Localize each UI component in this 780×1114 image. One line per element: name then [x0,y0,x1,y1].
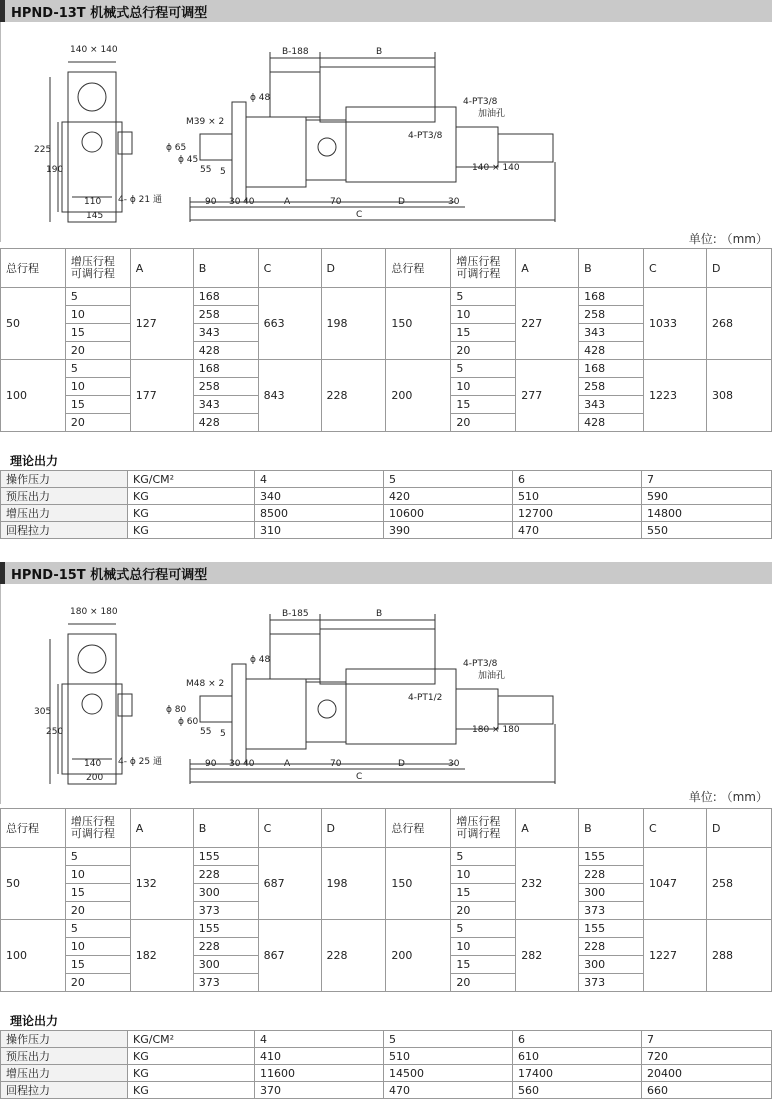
section-hpnd-15t [0,562,780,1114]
force-value: 660 [642,1082,772,1099]
cell-d: 288 [706,920,771,992]
force-unit: KG [128,1065,255,1082]
axis-40: 40 [243,759,255,769]
label-thread: M39 × 2 [186,117,225,127]
label-oil-hole: 加油孔 [478,671,506,681]
axis-a: A [284,197,291,207]
axis-30a: 30 [229,759,241,769]
axis-30b: 30 [448,759,460,769]
cell-c: 687 [258,848,321,920]
cell-boost: 15 [451,396,516,414]
label-pt-mid: 4-PT1/2 [408,693,443,703]
header-stroke-r: 总行程 [386,249,451,288]
table-row [1,288,772,306]
cell-b: 343 [579,396,644,414]
header-d: D [321,809,386,848]
technical-drawing [0,584,780,804]
header-stroke-r: 总行程 [386,809,451,848]
cell-d: 268 [706,288,771,360]
header-a-r: A [516,809,579,848]
label-phi80: ϕ 80 [166,705,187,715]
force-value: 5 [384,1031,513,1048]
label-dim-225: 225 [34,145,52,155]
force-value: 420 [384,488,513,505]
force-value: 560 [513,1082,642,1099]
cell-d: 198 [321,288,386,360]
header-stroke: 总行程 [1,249,66,288]
force-label: 操作压力 [1,471,128,488]
force-value: 4 [255,471,384,488]
cell-boost: 10 [451,306,516,324]
table-row [1,1031,772,1048]
cell-boost: 20 [65,414,130,432]
header-b: B [193,809,258,848]
label-b-minus: B-188 [282,47,309,57]
header-b: B [193,249,258,288]
label-hole: 4- ϕ 25 通 [118,757,162,767]
cell-boost: 15 [65,396,130,414]
header-boost [65,249,130,288]
header-stroke: 总行程 [1,809,66,848]
force-value: 14500 [384,1065,513,1082]
header-d-r: D [706,249,771,288]
header-boost-r-2: 可调行程 [456,827,501,840]
force-value: 14800 [642,505,772,522]
table-header-row [1,249,772,288]
axis-a: A [284,759,291,769]
axis-40: 40 [243,197,255,207]
force-value: 17400 [513,1065,642,1082]
label-square-side: 180 × 180 [472,725,520,735]
cell-b: 428 [579,414,644,432]
unit-label: 单位: （mm） [688,790,768,804]
cell-boost: 15 [451,884,516,902]
cell-b: 343 [579,324,644,342]
table-row [1,505,772,522]
label-phi45: ϕ 45 [178,155,199,165]
cell-b: 258 [579,378,644,396]
cell-c: 867 [258,920,321,992]
cell-c: 843 [258,360,321,432]
cell-c: 1223 [644,360,707,432]
force-unit: KG [128,1082,255,1099]
force-value: 6 [513,471,642,488]
label-dim-190: 190 [46,165,64,175]
section-title: HPND-15T 机械式总行程可调型 [11,568,208,583]
cell-boost: 5 [451,360,516,378]
cell-boost: 5 [451,920,516,938]
axis-30a: 30 [229,197,241,207]
technical-drawing [0,22,780,242]
force-value: 590 [642,488,772,505]
header-boost-r-1: 增压行程 [456,255,501,268]
unit-label: 单位: （mm） [688,232,768,246]
label-b-minus: B-185 [282,609,309,619]
force-value: 720 [642,1048,772,1065]
cell-b: 373 [579,974,644,992]
cell-boost: 20 [65,974,130,992]
force-title: 理论出力 [10,1014,59,1028]
section-title-bar [0,562,772,584]
force-value: 5 [384,471,513,488]
cell-stroke: 200 [386,920,451,992]
cell-boost: 10 [65,938,130,956]
cell-b: 428 [193,414,258,432]
header-b-r: B [579,249,644,288]
force-label: 增压出力 [1,505,128,522]
cell-stroke: 50 [1,848,66,920]
label-phi48: ϕ 48 [250,655,271,665]
cell-boost: 20 [65,342,130,360]
force-unit: KG [128,522,255,539]
cell-b: 300 [579,884,644,902]
cell-boost: 20 [65,902,130,920]
dimension-table [0,808,772,992]
section-title-bar [0,0,772,22]
cell-b: 168 [193,288,258,306]
cell-b: 228 [579,866,644,884]
force-value: 8500 [255,505,384,522]
axis-90: 90 [205,197,217,207]
label-thread: M48 × 2 [186,679,225,689]
label-phi48: ϕ 48 [250,93,271,103]
cell-b: 258 [193,378,258,396]
axis-70: 70 [330,759,342,769]
force-value: 610 [513,1048,642,1065]
label-dim-250: 250 [46,727,64,737]
cell-d: 228 [321,920,386,992]
cell-b: 258 [193,306,258,324]
cell-b: 168 [579,288,644,306]
header-c: C [258,809,321,848]
label-b: B [376,609,383,619]
cell-boost: 5 [65,920,130,938]
table-row [1,848,772,866]
axis-c: C [356,210,363,220]
cell-b: 343 [193,396,258,414]
header-boost-2: 可调行程 [70,827,115,840]
force-label: 回程拉力 [1,1082,128,1099]
cell-boost: 20 [451,902,516,920]
force-title: 理论出力 [10,454,59,468]
force-value: 7 [642,1031,772,1048]
label-5: 5 [220,729,226,739]
cell-a: 132 [130,848,193,920]
cell-boost: 15 [65,884,130,902]
label-square-side: 140 × 140 [472,163,520,173]
label-55: 55 [200,727,212,737]
label-dim-200: 200 [86,773,104,783]
table-row [1,471,772,488]
label-b: B [376,47,383,57]
cell-a: 182 [130,920,193,992]
force-value: 340 [255,488,384,505]
force-value: 12700 [513,505,642,522]
header-boost-r [451,249,516,288]
cell-d: 308 [706,360,771,432]
table-row [1,360,772,378]
force-value: 20400 [642,1065,772,1082]
label-square: 180 × 180 [70,607,118,617]
force-label: 预压出力 [1,1048,128,1065]
cell-b: 258 [579,306,644,324]
force-unit: KG [128,1048,255,1065]
force-value: 390 [384,522,513,539]
cell-boost: 10 [65,378,130,396]
cell-b: 228 [193,938,258,956]
label-dim-110: 110 [84,197,102,207]
header-boost-1: 增压行程 [70,815,115,828]
force-unit: KG/CM² [128,471,255,488]
cell-d: 228 [321,360,386,432]
cell-b: 155 [579,848,644,866]
header-boost [65,809,130,848]
force-unit: KG [128,488,255,505]
force-value: 310 [255,522,384,539]
axis-c: C [356,772,363,782]
table-row [1,1048,772,1065]
label-square: 140 × 140 [70,45,118,55]
label-pt-top: 4-PT3/8 [463,659,498,669]
cell-b: 428 [579,342,644,360]
axis-d: D [398,759,405,769]
cell-c: 1047 [644,848,707,920]
cell-b: 300 [193,956,258,974]
cell-boost: 5 [65,848,130,866]
cell-b: 373 [193,974,258,992]
cell-boost: 10 [65,866,130,884]
cell-b: 228 [193,866,258,884]
cell-b: 373 [579,902,644,920]
header-c-r: C [644,249,707,288]
force-value: 10600 [384,505,513,522]
force-table [0,1030,772,1099]
force-unit: KG [128,505,255,522]
cell-boost: 5 [65,288,130,306]
force-value: 510 [513,488,642,505]
label-phi60: ϕ 60 [178,717,199,727]
header-d: D [321,249,386,288]
force-label: 预压出力 [1,488,128,505]
force-unit: KG/CM² [128,1031,255,1048]
cell-c: 1227 [644,920,707,992]
axis-90: 90 [205,759,217,769]
force-value: 550 [642,522,772,539]
axis-30b: 30 [448,197,460,207]
cell-boost: 10 [451,866,516,884]
header-boost-r-2: 可调行程 [456,267,501,280]
table-row [1,488,772,505]
label-phi65: ϕ 65 [166,143,187,153]
header-boost-1: 增压行程 [70,255,115,268]
force-value: 6 [513,1031,642,1048]
cell-stroke: 150 [386,848,451,920]
cell-boost: 5 [451,288,516,306]
force-value: 470 [513,522,642,539]
cell-boost: 5 [451,848,516,866]
cell-b: 300 [579,956,644,974]
cell-boost: 10 [451,938,516,956]
force-table [0,470,772,539]
cell-b: 155 [193,848,258,866]
cell-b: 155 [193,920,258,938]
cell-boost: 15 [451,324,516,342]
force-value: 410 [255,1048,384,1065]
axis-70: 70 [330,197,342,207]
header-a-r: A [516,249,579,288]
header-boost-2: 可调行程 [70,267,115,280]
table-row [1,1065,772,1082]
cell-b: 300 [193,884,258,902]
header-b-r: B [579,809,644,848]
cell-b: 228 [579,938,644,956]
label-pt-mid: 4-PT3/8 [408,131,443,141]
force-label: 操作压力 [1,1031,128,1048]
force-label: 回程拉力 [1,522,128,539]
cell-boost: 20 [451,414,516,432]
force-value: 510 [384,1048,513,1065]
cell-b: 155 [579,920,644,938]
table-row [1,522,772,539]
cell-stroke: 100 [1,920,66,992]
cell-b: 428 [193,342,258,360]
cell-b: 373 [193,902,258,920]
cell-c: 1033 [644,288,707,360]
cell-boost: 5 [65,360,130,378]
cell-a: 127 [130,288,193,360]
cell-a: 227 [516,288,579,360]
cell-c: 663 [258,288,321,360]
cell-d: 258 [706,848,771,920]
cell-boost: 15 [65,956,130,974]
header-boost-r-1: 增压行程 [456,815,501,828]
label-dim-140: 140 [84,759,102,769]
cell-a: 232 [516,848,579,920]
axis-d: D [398,197,405,207]
section-title: HPND-13T 机械式总行程可调型 [11,6,208,21]
cell-d: 198 [321,848,386,920]
label-pt-top: 4-PT3/8 [463,97,498,107]
label-5: 5 [220,167,226,177]
table-row [1,920,772,938]
cell-b: 168 [579,360,644,378]
header-a: A [130,249,193,288]
cell-stroke: 200 [386,360,451,432]
cell-boost: 20 [451,974,516,992]
cell-a: 177 [130,360,193,432]
header-c-r: C [644,809,707,848]
cell-stroke: 50 [1,288,66,360]
label-55: 55 [200,165,212,175]
cell-a: 277 [516,360,579,432]
cell-b: 168 [193,360,258,378]
force-value: 470 [384,1082,513,1099]
label-dim-145: 145 [86,211,104,221]
force-value: 4 [255,1031,384,1048]
cell-boost: 15 [451,956,516,974]
force-label: 增压出力 [1,1065,128,1082]
cell-stroke: 100 [1,360,66,432]
header-d-r: D [706,809,771,848]
label-oil-hole: 加油孔 [478,109,506,119]
header-a: A [130,809,193,848]
header-c: C [258,249,321,288]
cell-boost: 15 [65,324,130,342]
label-hole: 4- ϕ 21 通 [118,195,162,205]
table-row [1,1082,772,1099]
header-boost-r [451,809,516,848]
force-value: 7 [642,471,772,488]
dimension-table [0,248,772,432]
cell-boost: 20 [451,342,516,360]
cell-b: 343 [193,324,258,342]
label-dim-305: 305 [34,707,52,717]
cell-a: 282 [516,920,579,992]
cell-stroke: 150 [386,288,451,360]
table-header-row [1,809,772,848]
force-value: 11600 [255,1065,384,1082]
cell-boost: 10 [65,306,130,324]
cell-boost: 10 [451,378,516,396]
force-value: 370 [255,1082,384,1099]
